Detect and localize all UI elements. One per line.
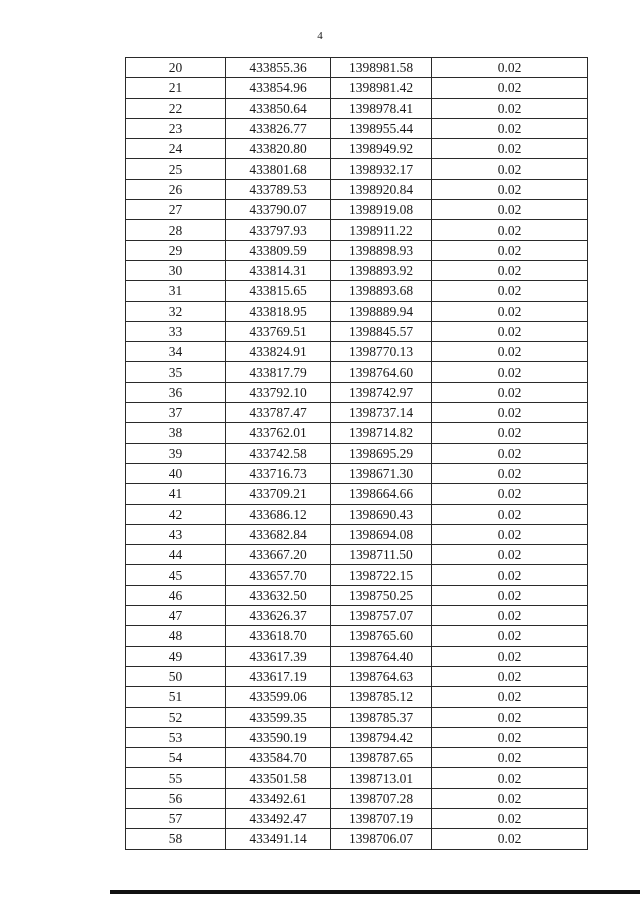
- table-row: [126, 423, 588, 443]
- y-coordinate-cell: 1398785.37: [331, 707, 432, 727]
- x-coordinate-cell: 433769.51: [226, 321, 331, 341]
- point-number-cell: 47: [126, 606, 226, 626]
- error-cell: 0.02: [432, 585, 588, 605]
- error-cell: 0.02: [432, 788, 588, 808]
- x-coordinate-cell: 433826.77: [226, 118, 331, 138]
- table-row: [126, 484, 588, 504]
- table-row: [126, 524, 588, 544]
- x-coordinate-cell: 433716.73: [226, 463, 331, 483]
- y-coordinate-cell: 1398770.13: [331, 342, 432, 362]
- point-number-cell: 38: [126, 423, 226, 443]
- error-cell: 0.02: [432, 666, 588, 686]
- page-number: 4: [317, 30, 323, 42]
- x-coordinate-cell: 433824.91: [226, 342, 331, 362]
- y-coordinate-cell: 1398932.17: [331, 159, 432, 179]
- x-coordinate-cell: 433682.84: [226, 524, 331, 544]
- error-cell: 0.02: [432, 240, 588, 260]
- point-number-cell: 25: [126, 159, 226, 179]
- x-coordinate-cell: 433686.12: [226, 504, 331, 524]
- y-coordinate-cell: 1398764.60: [331, 362, 432, 382]
- x-coordinate-cell: 433617.19: [226, 666, 331, 686]
- point-number-cell: 52: [126, 707, 226, 727]
- y-coordinate-cell: 1398695.29: [331, 443, 432, 463]
- table-row: [126, 260, 588, 280]
- table-row: [126, 748, 588, 768]
- error-cell: 0.02: [432, 342, 588, 362]
- x-coordinate-cell: 433590.19: [226, 727, 331, 747]
- x-coordinate-cell: 433709.21: [226, 484, 331, 504]
- x-coordinate-cell: 433809.59: [226, 240, 331, 260]
- x-coordinate-cell: 433820.80: [226, 139, 331, 159]
- x-coordinate-cell: 433491.14: [226, 829, 331, 849]
- point-number-cell: 49: [126, 646, 226, 666]
- table-row: [126, 220, 588, 240]
- error-cell: 0.02: [432, 808, 588, 828]
- y-coordinate-cell: 1398714.82: [331, 423, 432, 443]
- table-row: [126, 545, 588, 565]
- point-number-cell: 36: [126, 382, 226, 402]
- x-coordinate-cell: 433792.10: [226, 382, 331, 402]
- y-coordinate-cell: 1398978.41: [331, 98, 432, 118]
- table-row: [126, 768, 588, 788]
- table-row: [126, 342, 588, 362]
- error-cell: 0.02: [432, 707, 588, 727]
- x-coordinate-cell: 433817.79: [226, 362, 331, 382]
- point-number-cell: 40: [126, 463, 226, 483]
- point-number-cell: 46: [126, 585, 226, 605]
- table-row: [126, 606, 588, 626]
- point-number-cell: 28: [126, 220, 226, 240]
- x-coordinate-cell: 433815.65: [226, 281, 331, 301]
- x-coordinate-cell: 433501.58: [226, 768, 331, 788]
- y-coordinate-cell: 1398707.19: [331, 808, 432, 828]
- error-cell: 0.02: [432, 565, 588, 585]
- point-number-cell: 51: [126, 687, 226, 707]
- error-cell: 0.02: [432, 200, 588, 220]
- y-coordinate-cell: 1398919.08: [331, 200, 432, 220]
- error-cell: 0.02: [432, 220, 588, 240]
- point-number-cell: 56: [126, 788, 226, 808]
- point-number-cell: 44: [126, 545, 226, 565]
- x-coordinate-cell: 433599.06: [226, 687, 331, 707]
- table-row: [126, 281, 588, 301]
- error-cell: 0.02: [432, 58, 588, 78]
- x-coordinate-cell: 433854.96: [226, 78, 331, 98]
- table-row: [126, 829, 588, 849]
- table-row: [126, 565, 588, 585]
- table-row: [126, 139, 588, 159]
- table-row: [126, 98, 588, 118]
- table-row: [126, 159, 588, 179]
- error-cell: 0.02: [432, 281, 588, 301]
- table-row: [126, 118, 588, 138]
- point-number-cell: 58: [126, 829, 226, 849]
- error-cell: 0.02: [432, 463, 588, 483]
- x-coordinate-cell: 433632.50: [226, 585, 331, 605]
- error-cell: 0.02: [432, 687, 588, 707]
- table-row: [126, 200, 588, 220]
- error-cell: 0.02: [432, 403, 588, 423]
- point-number-cell: 39: [126, 443, 226, 463]
- y-coordinate-cell: 1398898.93: [331, 240, 432, 260]
- error-cell: 0.02: [432, 98, 588, 118]
- coordinates-table: [125, 57, 588, 850]
- error-cell: 0.02: [432, 423, 588, 443]
- error-cell: 0.02: [432, 748, 588, 768]
- table-row: [126, 808, 588, 828]
- point-number-cell: 53: [126, 727, 226, 747]
- y-coordinate-cell: 1398949.92: [331, 139, 432, 159]
- y-coordinate-cell: 1398707.28: [331, 788, 432, 808]
- x-coordinate-cell: 433814.31: [226, 260, 331, 280]
- point-number-cell: 45: [126, 565, 226, 585]
- y-coordinate-cell: 1398737.14: [331, 403, 432, 423]
- point-number-cell: 32: [126, 301, 226, 321]
- table-row: [126, 301, 588, 321]
- point-number-cell: 35: [126, 362, 226, 382]
- x-coordinate-cell: 433492.47: [226, 808, 331, 828]
- error-cell: 0.02: [432, 443, 588, 463]
- y-coordinate-cell: 1398794.42: [331, 727, 432, 747]
- x-coordinate-cell: 433762.01: [226, 423, 331, 443]
- y-coordinate-cell: 1398845.57: [331, 321, 432, 341]
- coordinates-table-body: [126, 58, 588, 850]
- y-coordinate-cell: 1398694.08: [331, 524, 432, 544]
- point-number-cell: 31: [126, 281, 226, 301]
- y-coordinate-cell: 1398889.94: [331, 301, 432, 321]
- error-cell: 0.02: [432, 484, 588, 504]
- y-coordinate-cell: 1398955.44: [331, 118, 432, 138]
- table-row: [126, 240, 588, 260]
- point-number-cell: 27: [126, 200, 226, 220]
- x-coordinate-cell: 433584.70: [226, 748, 331, 768]
- error-cell: 0.02: [432, 301, 588, 321]
- error-cell: 0.02: [432, 545, 588, 565]
- error-cell: 0.02: [432, 524, 588, 544]
- error-cell: 0.02: [432, 768, 588, 788]
- table-row: [126, 382, 588, 402]
- x-coordinate-cell: 433626.37: [226, 606, 331, 626]
- x-coordinate-cell: 433855.36: [226, 58, 331, 78]
- error-cell: 0.02: [432, 159, 588, 179]
- error-cell: 0.02: [432, 382, 588, 402]
- point-number-cell: 24: [126, 139, 226, 159]
- x-coordinate-cell: 433797.93: [226, 220, 331, 240]
- y-coordinate-cell: 1398706.07: [331, 829, 432, 849]
- point-number-cell: 21: [126, 78, 226, 98]
- table-row: [126, 463, 588, 483]
- error-cell: 0.02: [432, 118, 588, 138]
- y-coordinate-cell: 1398764.63: [331, 666, 432, 686]
- y-coordinate-cell: 1398713.01: [331, 768, 432, 788]
- y-coordinate-cell: 1398757.07: [331, 606, 432, 626]
- point-number-cell: 30: [126, 260, 226, 280]
- point-number-cell: 54: [126, 748, 226, 768]
- x-coordinate-cell: 433850.64: [226, 98, 331, 118]
- y-coordinate-cell: 1398911.22: [331, 220, 432, 240]
- point-number-cell: 50: [126, 666, 226, 686]
- y-coordinate-cell: 1398787.65: [331, 748, 432, 768]
- x-coordinate-cell: 433787.47: [226, 403, 331, 423]
- table-row: [126, 403, 588, 423]
- y-coordinate-cell: 1398765.60: [331, 626, 432, 646]
- y-coordinate-cell: 1398764.40: [331, 646, 432, 666]
- point-number-cell: 23: [126, 118, 226, 138]
- table-row: [126, 707, 588, 727]
- table-row: [126, 321, 588, 341]
- table-row: [126, 362, 588, 382]
- y-coordinate-cell: 1398785.12: [331, 687, 432, 707]
- table-row: [126, 666, 588, 686]
- x-coordinate-cell: 433667.20: [226, 545, 331, 565]
- table-row: [126, 585, 588, 605]
- x-coordinate-cell: 433618.70: [226, 626, 331, 646]
- table-row: [126, 443, 588, 463]
- error-cell: 0.02: [432, 727, 588, 747]
- point-number-cell: 48: [126, 626, 226, 646]
- table-row: [126, 504, 588, 524]
- point-number-cell: 43: [126, 524, 226, 544]
- error-cell: 0.02: [432, 646, 588, 666]
- point-number-cell: 41: [126, 484, 226, 504]
- x-coordinate-cell: 433599.35: [226, 707, 331, 727]
- error-cell: 0.02: [432, 139, 588, 159]
- point-number-cell: 22: [126, 98, 226, 118]
- point-number-cell: 37: [126, 403, 226, 423]
- error-cell: 0.02: [432, 260, 588, 280]
- y-coordinate-cell: 1398920.84: [331, 179, 432, 199]
- y-coordinate-cell: 1398981.58: [331, 58, 432, 78]
- error-cell: 0.02: [432, 321, 588, 341]
- y-coordinate-cell: 1398893.68: [331, 281, 432, 301]
- point-number-cell: 34: [126, 342, 226, 362]
- table-row: [126, 626, 588, 646]
- error-cell: 0.02: [432, 362, 588, 382]
- table-row: [126, 78, 588, 98]
- x-coordinate-cell: 433657.70: [226, 565, 331, 585]
- point-number-cell: 20: [126, 58, 226, 78]
- error-cell: 0.02: [432, 829, 588, 849]
- x-coordinate-cell: 433818.95: [226, 301, 331, 321]
- y-coordinate-cell: 1398893.92: [331, 260, 432, 280]
- x-coordinate-cell: 433790.07: [226, 200, 331, 220]
- x-coordinate-cell: 433801.68: [226, 159, 331, 179]
- error-cell: 0.02: [432, 626, 588, 646]
- y-coordinate-cell: 1398690.43: [331, 504, 432, 524]
- point-number-cell: 26: [126, 179, 226, 199]
- scan-edge-shadow: [110, 890, 640, 894]
- table-row: [126, 646, 588, 666]
- error-cell: 0.02: [432, 606, 588, 626]
- table-row: [126, 179, 588, 199]
- error-cell: 0.02: [432, 504, 588, 524]
- y-coordinate-cell: 1398981.42: [331, 78, 432, 98]
- y-coordinate-cell: 1398722.15: [331, 565, 432, 585]
- point-number-cell: 42: [126, 504, 226, 524]
- table-row: [126, 788, 588, 808]
- point-number-cell: 29: [126, 240, 226, 260]
- error-cell: 0.02: [432, 179, 588, 199]
- table-row: [126, 58, 588, 78]
- table-row: [126, 687, 588, 707]
- y-coordinate-cell: 1398711.50: [331, 545, 432, 565]
- x-coordinate-cell: 433742.58: [226, 443, 331, 463]
- x-coordinate-cell: 433617.39: [226, 646, 331, 666]
- y-coordinate-cell: 1398742.97: [331, 382, 432, 402]
- table-row: [126, 727, 588, 747]
- y-coordinate-cell: 1398671.30: [331, 463, 432, 483]
- y-coordinate-cell: 1398750.25: [331, 585, 432, 605]
- x-coordinate-cell: 433492.61: [226, 788, 331, 808]
- point-number-cell: 55: [126, 768, 226, 788]
- x-coordinate-cell: 433789.53: [226, 179, 331, 199]
- error-cell: 0.02: [432, 78, 588, 98]
- point-number-cell: 33: [126, 321, 226, 341]
- point-number-cell: 57: [126, 808, 226, 828]
- y-coordinate-cell: 1398664.66: [331, 484, 432, 504]
